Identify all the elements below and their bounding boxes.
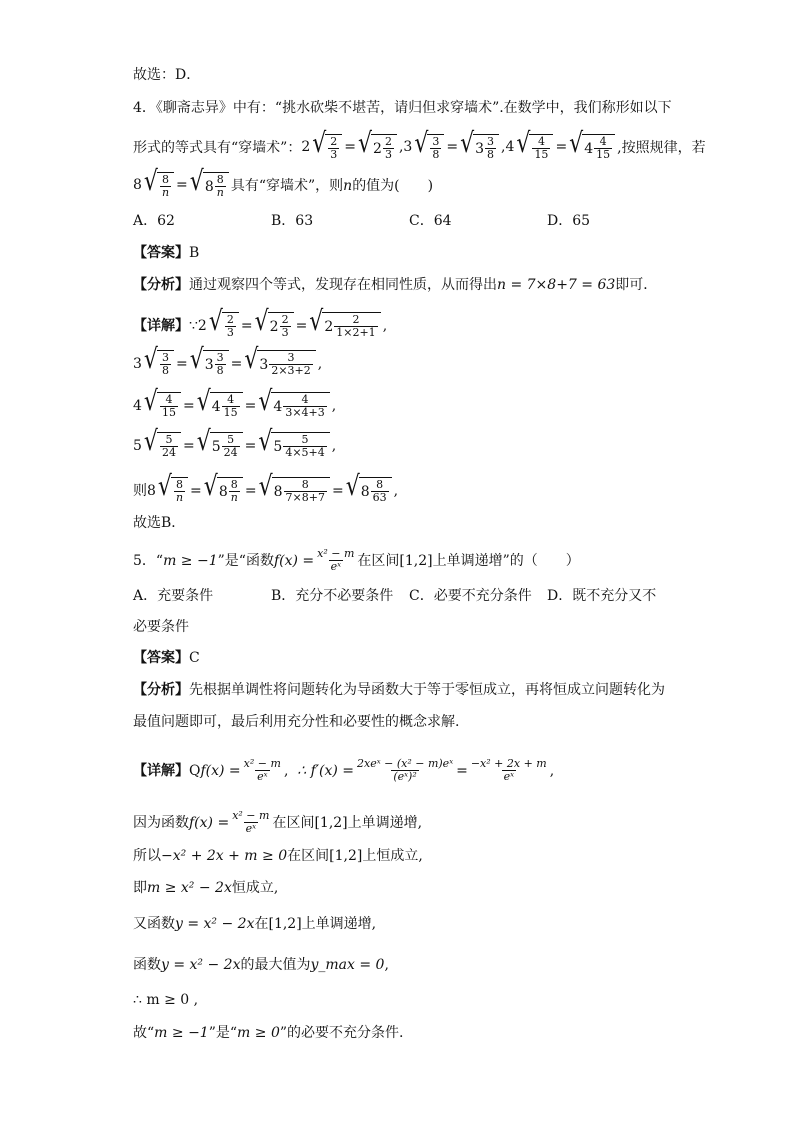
q4-option-a: A．62 [133, 213, 175, 229]
q4-conclusion: 故选B． [133, 515, 186, 531]
q5-step1: 因为函数 f(x) = $\frac{\text{x² − m}}{\text{eˣ}}$ 在区间[1,2]上单调递增, [133, 809, 423, 835]
q4-options [133, 211, 590, 231]
q5-option-c: C．必要不充分条件 [409, 588, 532, 604]
q4-option-c: C．64 [409, 213, 452, 229]
q4-detail-eq4: 5 √ $\frac{5}{24}$ = √ 5 $\frac{5}{24}$ = √ 5 $\frac{5}{4\times 5+4}$ , [133, 426, 337, 459]
q5-detail-derivative: 【详解】 Q f(x) = $\frac{\text{x² − m}}{\text{eˣ}}$ , ∴ f′(x) = $\frac{\text{2xeˣ − (x² − m)eˣ}}{\text{(eˣ)²}}$ = $\frac{\text{−x² + 2x + m}}{\text{eˣ}}$ , [133, 757, 555, 783]
q4-analysis: 【分析】 通过观察四个等式，发现存在相同性质，从而得出 n = 7×8+7 = 63 即可． [133, 277, 658, 293]
q5-step6: ∴ m ≥ 0 , [133, 992, 199, 1008]
q4-stem-line1: 4．《聊斋志异》中有：“挑水砍柴不堪苦，请归但求穿墙术”.在数学中，我们称形如以下 [133, 100, 672, 116]
q4-detail-eq5: 则 8 √ $\frac{8}{n}$ = √ 8 $\frac{8}{n}$ = √ 8 $\frac{8}{7\times 8+7}$ = √ 8 $\frac{8}{63}$ , [133, 471, 399, 504]
q4-stem-line3: 8 √ $\frac{8}{n}$ = √ 8 $\frac{8}{n}$ 具有“穿墙术”，则 n 的值为( ) [133, 166, 434, 199]
q5-step5: 函数 y = x² − 2x 的最大值为 y_max = 0 , [133, 957, 389, 973]
q5-step3: 即 m ≥ x² − 2x 恒成立, [133, 880, 279, 896]
q5-answer: 【答案】 C [133, 650, 200, 666]
q5-conclusion: 故“ m ≥ −1 ”是“ m ≥ 0 ”的必要不充分条件. [133, 1025, 404, 1041]
q4-stem-line2: 形式的等式具有“穿墙术”： 2 √ $\frac{2}{3}$ = √ 2 $\frac{2}{3}$ ,3 √ $\frac{3}{8}$ = √ 3 $\frac{3}{8}$ ,4 √ $\frac{4}{15}$ = √ 4 $\frac{4}{15}$ ,按照规律，若 [133, 128, 706, 161]
q5-analysis-line1: 【分析】 先根据单调性将问题转化为导函数大于等于零恒成立，再将恒成立问题转化为 [133, 682, 665, 698]
q4-condition-formula: 8 √ $\frac{8}{n}$ = √ 8 $\frac{8}{n}$ [133, 172, 231, 199]
q5-stem: 5．“ m ≥ −1 ”是“函数 f(x) = $\frac{\text{x² − m}}{\text{eˣ}}$ 在区间[1,2]上单调递增”的（ ） [133, 547, 580, 573]
q5-option-b: B．充分不必要条件 [271, 588, 394, 604]
q5-step2: 所以 −x² + 2x + m ≥ 0 在区间[1,2]上恒成立, [133, 848, 423, 864]
q4-detail-eq2: 3 √ $\frac{3}{8}$ = √ 3 $\frac{3}{8}$ = √ 3 $\frac{3}{2\times 3+2}$ , [133, 344, 323, 377]
q4-option-d: D．65 [547, 213, 591, 229]
q5-options [133, 586, 656, 606]
q5-option-a: A．充要条件 [133, 588, 214, 604]
q4-answer: 【答案】 B [133, 245, 200, 261]
q4-detail-eq3: 4 √ $\frac{4}{15}$ = √ 4 $\frac{4}{15}$ = √ 4 $\frac{4}{3\times 4+3}$ , [133, 386, 337, 419]
q4-detail-eq1: 【详解】 ∵ 2 √ $\frac{2}{3}$ = √ 2 $\frac{2}{3}$ = √ 2 $\frac{2}{1\times 2+1}$ , [133, 306, 388, 339]
q5-option-d-wrap: 必要条件 [133, 619, 189, 635]
q5-step4: 又函数 y = x² − 2x 在[1,2]上单调递增, [133, 916, 377, 932]
q4-option-b: B．63 [271, 213, 314, 229]
q4-examples: 2 √ $\frac{2}{3}$ = √ 2 $\frac{2}{3}$ ,3 √ $\frac{3}{8}$ = √ 3 $\frac{3}{8}$ ,4 √ $\frac{4}{15}$ = √ 4 $\frac{4}{15}$ [301, 134, 617, 161]
q5-analysis-line2: 最值问题即可，最后利用充分性和必要性的概念求解. [133, 714, 460, 730]
q5-option-d: D．既不充分又不 [547, 588, 657, 604]
q3-conclusion: 故选：D． [133, 67, 201, 83]
